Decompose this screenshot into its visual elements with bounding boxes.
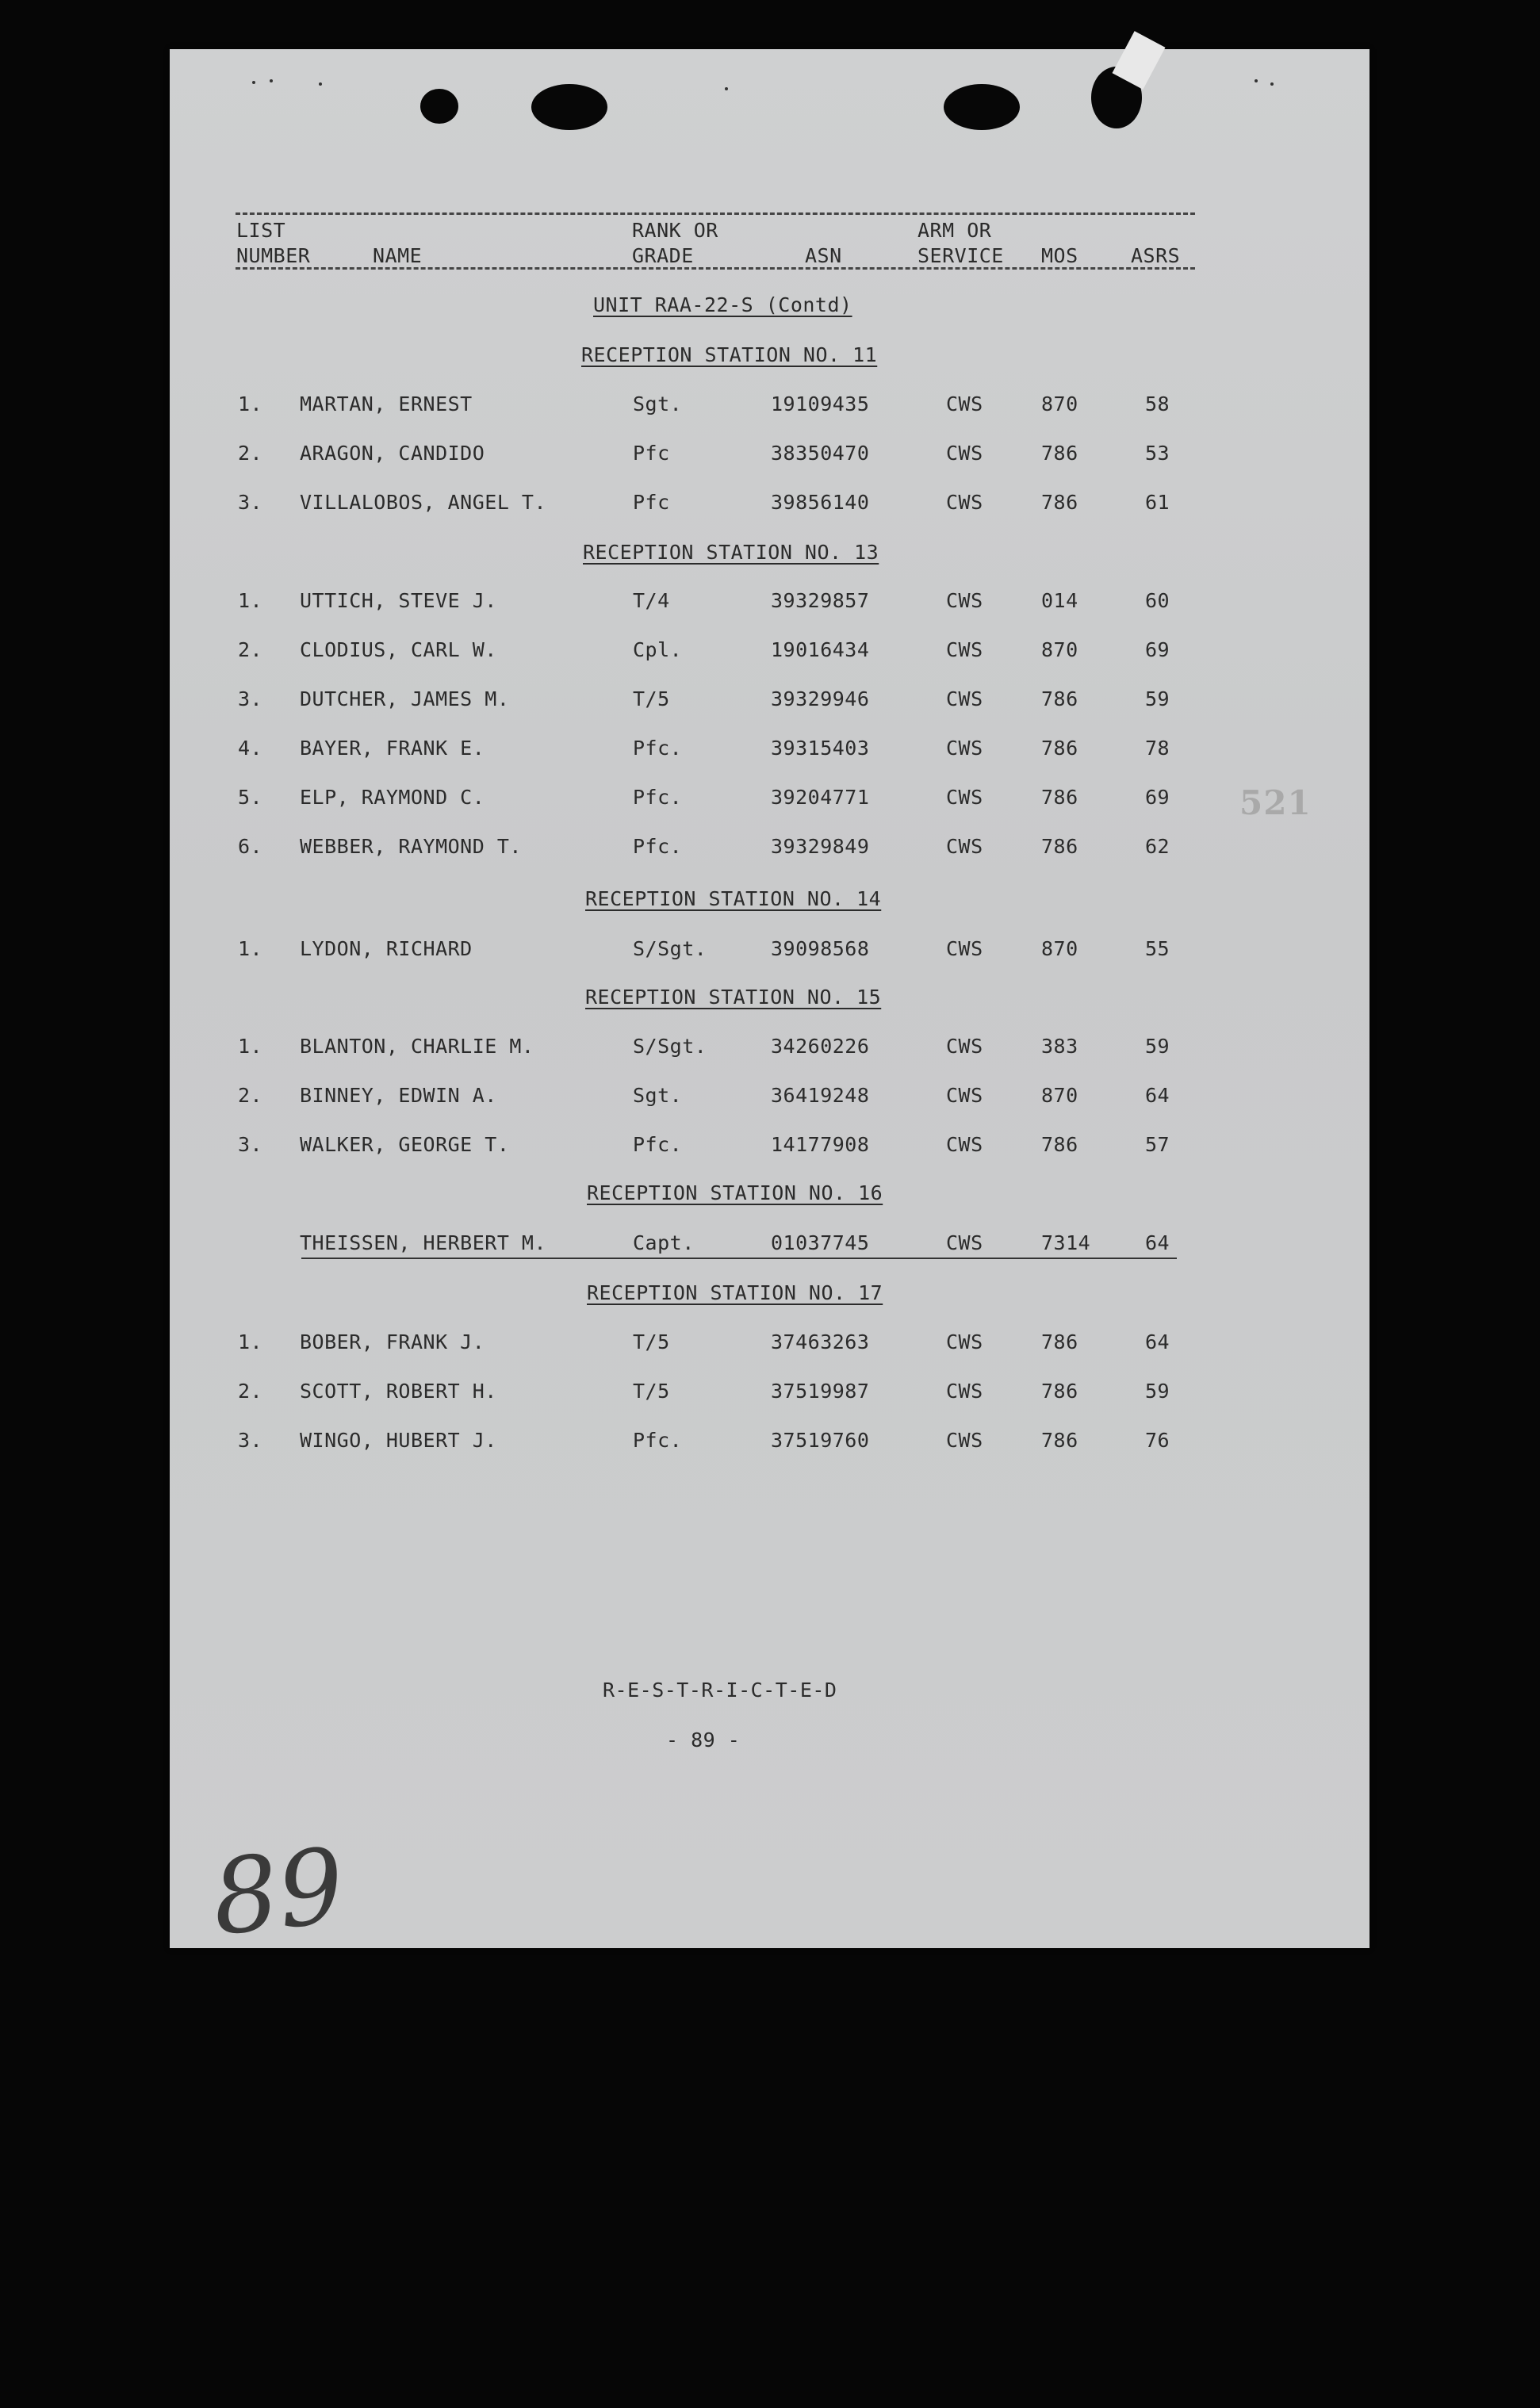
page-number: - 89 - <box>666 1728 741 1751</box>
cell-asn: 39098568 <box>771 937 870 960</box>
cell-name: ELP, RAYMOND C. <box>300 786 485 809</box>
header-rank-1: RANK OR <box>632 219 718 242</box>
cell-asrs: 76 <box>1145 1429 1170 1452</box>
cell-asrs: 69 <box>1145 786 1170 809</box>
cell-rank: Cpl. <box>633 638 683 661</box>
cell-num: 3. <box>238 1429 263 1452</box>
cell-mos: 786 <box>1041 491 1078 514</box>
section-title: RECEPTION STATION NO. 11 <box>581 343 878 366</box>
cell-name: WINGO, HUBERT J. <box>300 1429 497 1452</box>
cell-asn: 39329946 <box>771 687 870 710</box>
cell-mos: 014 <box>1041 589 1078 612</box>
unit-title: UNIT RAA-22-S (Contd) <box>593 293 852 316</box>
cell-mos: 870 <box>1041 1084 1078 1107</box>
header-rank-2: GRADE <box>632 244 694 267</box>
section-title: RECEPTION STATION NO. 16 <box>587 1181 883 1204</box>
cell-asrs: 57 <box>1145 1133 1170 1156</box>
cell-arm: CWS <box>946 1133 983 1156</box>
cell-name: ARAGON, CANDIDO <box>300 442 485 465</box>
cell-arm: CWS <box>946 1429 983 1452</box>
header-list-number-1: LIST <box>236 219 286 242</box>
cell-asn: 14177908 <box>771 1133 870 1156</box>
cell-asrs: 53 <box>1145 442 1170 465</box>
binder-hole <box>944 84 1020 130</box>
cell-name: WEBBER, RAYMOND T. <box>300 835 522 858</box>
cell-mos: 786 <box>1041 737 1078 760</box>
header-list-number-2: NUMBER <box>236 244 311 267</box>
cell-asn: 37519987 <box>771 1380 870 1403</box>
cell-mos: 786 <box>1041 1429 1078 1452</box>
cell-num: 2. <box>238 1084 263 1107</box>
cell-arm: CWS <box>946 491 983 514</box>
cell-asn: 39204771 <box>771 786 870 809</box>
cell-name: THEISSEN, HERBERT M. <box>300 1231 547 1254</box>
handwritten-number: 89 <box>206 1824 350 1959</box>
cell-num: 2. <box>238 1380 263 1403</box>
header-name: NAME <box>373 244 423 267</box>
cell-num: 2. <box>238 638 263 661</box>
cell-num: 5. <box>238 786 263 809</box>
cell-asrs: 59 <box>1145 1035 1170 1058</box>
cell-rank: T/5 <box>633 687 670 710</box>
header-mos: MOS <box>1041 244 1078 267</box>
cell-num: 1. <box>238 392 263 415</box>
cell-asn: 39329857 <box>771 589 870 612</box>
cell-num: 3. <box>238 687 263 710</box>
cell-asrs: 78 <box>1145 737 1170 760</box>
cell-rank: T/5 <box>633 1330 670 1353</box>
cell-arm: CWS <box>946 835 983 858</box>
header-rule-bottom <box>236 267 1195 270</box>
cell-arm: CWS <box>946 737 983 760</box>
cell-rank: S/Sgt. <box>633 937 707 960</box>
cell-asrs: 58 <box>1145 392 1170 415</box>
cell-arm: CWS <box>946 392 983 415</box>
cell-asn: 37463263 <box>771 1330 870 1353</box>
cell-asn: 34260226 <box>771 1035 870 1058</box>
cell-arm: CWS <box>946 638 983 661</box>
cell-rank: Pfc. <box>633 737 683 760</box>
cell-asrs: 64 <box>1145 1231 1170 1254</box>
cell-num: 4. <box>238 737 263 760</box>
strike-line <box>301 1258 1177 1259</box>
cell-num: 3. <box>238 491 263 514</box>
cell-asn: 39329849 <box>771 835 870 858</box>
cell-asrs: 62 <box>1145 835 1170 858</box>
cell-name: BLANTON, CHARLIE M. <box>300 1035 534 1058</box>
restricted-marking: R-E-S-T-R-I-C-T-E-D <box>603 1679 837 1702</box>
section-title: RECEPTION STATION NO. 13 <box>583 541 879 564</box>
cell-arm: CWS <box>946 1035 983 1058</box>
cell-num: 2. <box>238 442 263 465</box>
section-title: RECEPTION STATION NO. 14 <box>585 887 882 910</box>
cell-arm: CWS <box>946 1231 983 1254</box>
cell-asrs: 64 <box>1145 1084 1170 1107</box>
cell-mos: 786 <box>1041 442 1078 465</box>
cell-arm: CWS <box>946 937 983 960</box>
cell-asn: 19109435 <box>771 392 870 415</box>
cell-rank: Pfc. <box>633 835 683 858</box>
cell-name: BOBER, FRANK J. <box>300 1330 485 1353</box>
cell-name: BAYER, FRANK E. <box>300 737 485 760</box>
cell-name: BINNEY, EDWIN A. <box>300 1084 497 1107</box>
cell-asrs: 60 <box>1145 589 1170 612</box>
cell-asrs: 69 <box>1145 638 1170 661</box>
cell-mos: 786 <box>1041 687 1078 710</box>
cell-rank: Pfc. <box>633 786 683 809</box>
header-asn: ASN <box>805 244 842 267</box>
cell-asn: 37519760 <box>771 1429 870 1452</box>
cell-asn: 36419248 <box>771 1084 870 1107</box>
cell-mos: 870 <box>1041 937 1078 960</box>
cell-mos: 786 <box>1041 1133 1078 1156</box>
cell-rank: Pfc <box>633 442 670 465</box>
cell-num: 1. <box>238 589 263 612</box>
cell-rank: Sgt. <box>633 1084 683 1107</box>
cell-mos: 7314 <box>1041 1231 1091 1254</box>
cell-asrs: 55 <box>1145 937 1170 960</box>
cell-name: LYDON, RICHARD <box>300 937 473 960</box>
cell-name: SCOTT, ROBERT H. <box>300 1380 497 1403</box>
cell-rank: Pfc. <box>633 1133 683 1156</box>
cell-rank: Pfc <box>633 491 670 514</box>
cell-asn: 19016434 <box>771 638 870 661</box>
cell-rank: T/5 <box>633 1380 670 1403</box>
cell-name: MARTAN, ERNEST <box>300 392 473 415</box>
cell-mos: 870 <box>1041 638 1078 661</box>
cell-num: 1. <box>238 937 263 960</box>
cell-num: 1. <box>238 1330 263 1353</box>
cell-num: 1. <box>238 1035 263 1058</box>
section-title: RECEPTION STATION NO. 17 <box>587 1281 883 1304</box>
cell-arm: CWS <box>946 786 983 809</box>
cell-mos: 870 <box>1041 392 1078 415</box>
header-arm-1: ARM OR <box>917 219 992 242</box>
header-arm-2: SERVICE <box>917 244 1004 267</box>
cell-arm: CWS <box>946 1380 983 1403</box>
cell-rank: T/4 <box>633 589 670 612</box>
cell-mos: 786 <box>1041 1380 1078 1403</box>
cell-asn: 39856140 <box>771 491 870 514</box>
cell-rank: Pfc. <box>633 1429 683 1452</box>
cell-rank: S/Sgt. <box>633 1035 707 1058</box>
cell-rank: Capt. <box>633 1231 695 1254</box>
cell-num: 6. <box>238 835 263 858</box>
cell-asrs: 59 <box>1145 1380 1170 1403</box>
cell-arm: CWS <box>946 589 983 612</box>
section-title: RECEPTION STATION NO. 15 <box>585 986 882 1009</box>
binder-hole <box>420 89 458 124</box>
cell-rank: Sgt. <box>633 392 683 415</box>
header-asrs: ASRS <box>1131 244 1181 267</box>
cell-name: CLODIUS, CARL W. <box>300 638 497 661</box>
cell-mos: 786 <box>1041 786 1078 809</box>
binder-hole <box>531 84 607 130</box>
cell-name: UTTICH, STEVE J. <box>300 589 497 612</box>
cell-asn: 39315403 <box>771 737 870 760</box>
cell-asn: 38350470 <box>771 442 870 465</box>
cell-asrs: 59 <box>1145 687 1170 710</box>
cell-arm: CWS <box>946 442 983 465</box>
cell-arm: CWS <box>946 687 983 710</box>
stamped-number: 521 <box>1239 783 1312 822</box>
cell-name: DUTCHER, JAMES M. <box>300 687 510 710</box>
cell-asrs: 61 <box>1145 491 1170 514</box>
cell-name: WALKER, GEORGE T. <box>300 1133 510 1156</box>
cell-arm: CWS <box>946 1330 983 1353</box>
cell-name: VILLALOBOS, ANGEL T. <box>300 491 547 514</box>
cell-mos: 786 <box>1041 835 1078 858</box>
cell-num: 3. <box>238 1133 263 1156</box>
cell-mos: 786 <box>1041 1330 1078 1353</box>
header-rule-top <box>236 212 1195 215</box>
cell-mos: 383 <box>1041 1035 1078 1058</box>
cell-asn: 01037745 <box>771 1231 870 1254</box>
cell-asrs: 64 <box>1145 1330 1170 1353</box>
cell-arm: CWS <box>946 1084 983 1107</box>
